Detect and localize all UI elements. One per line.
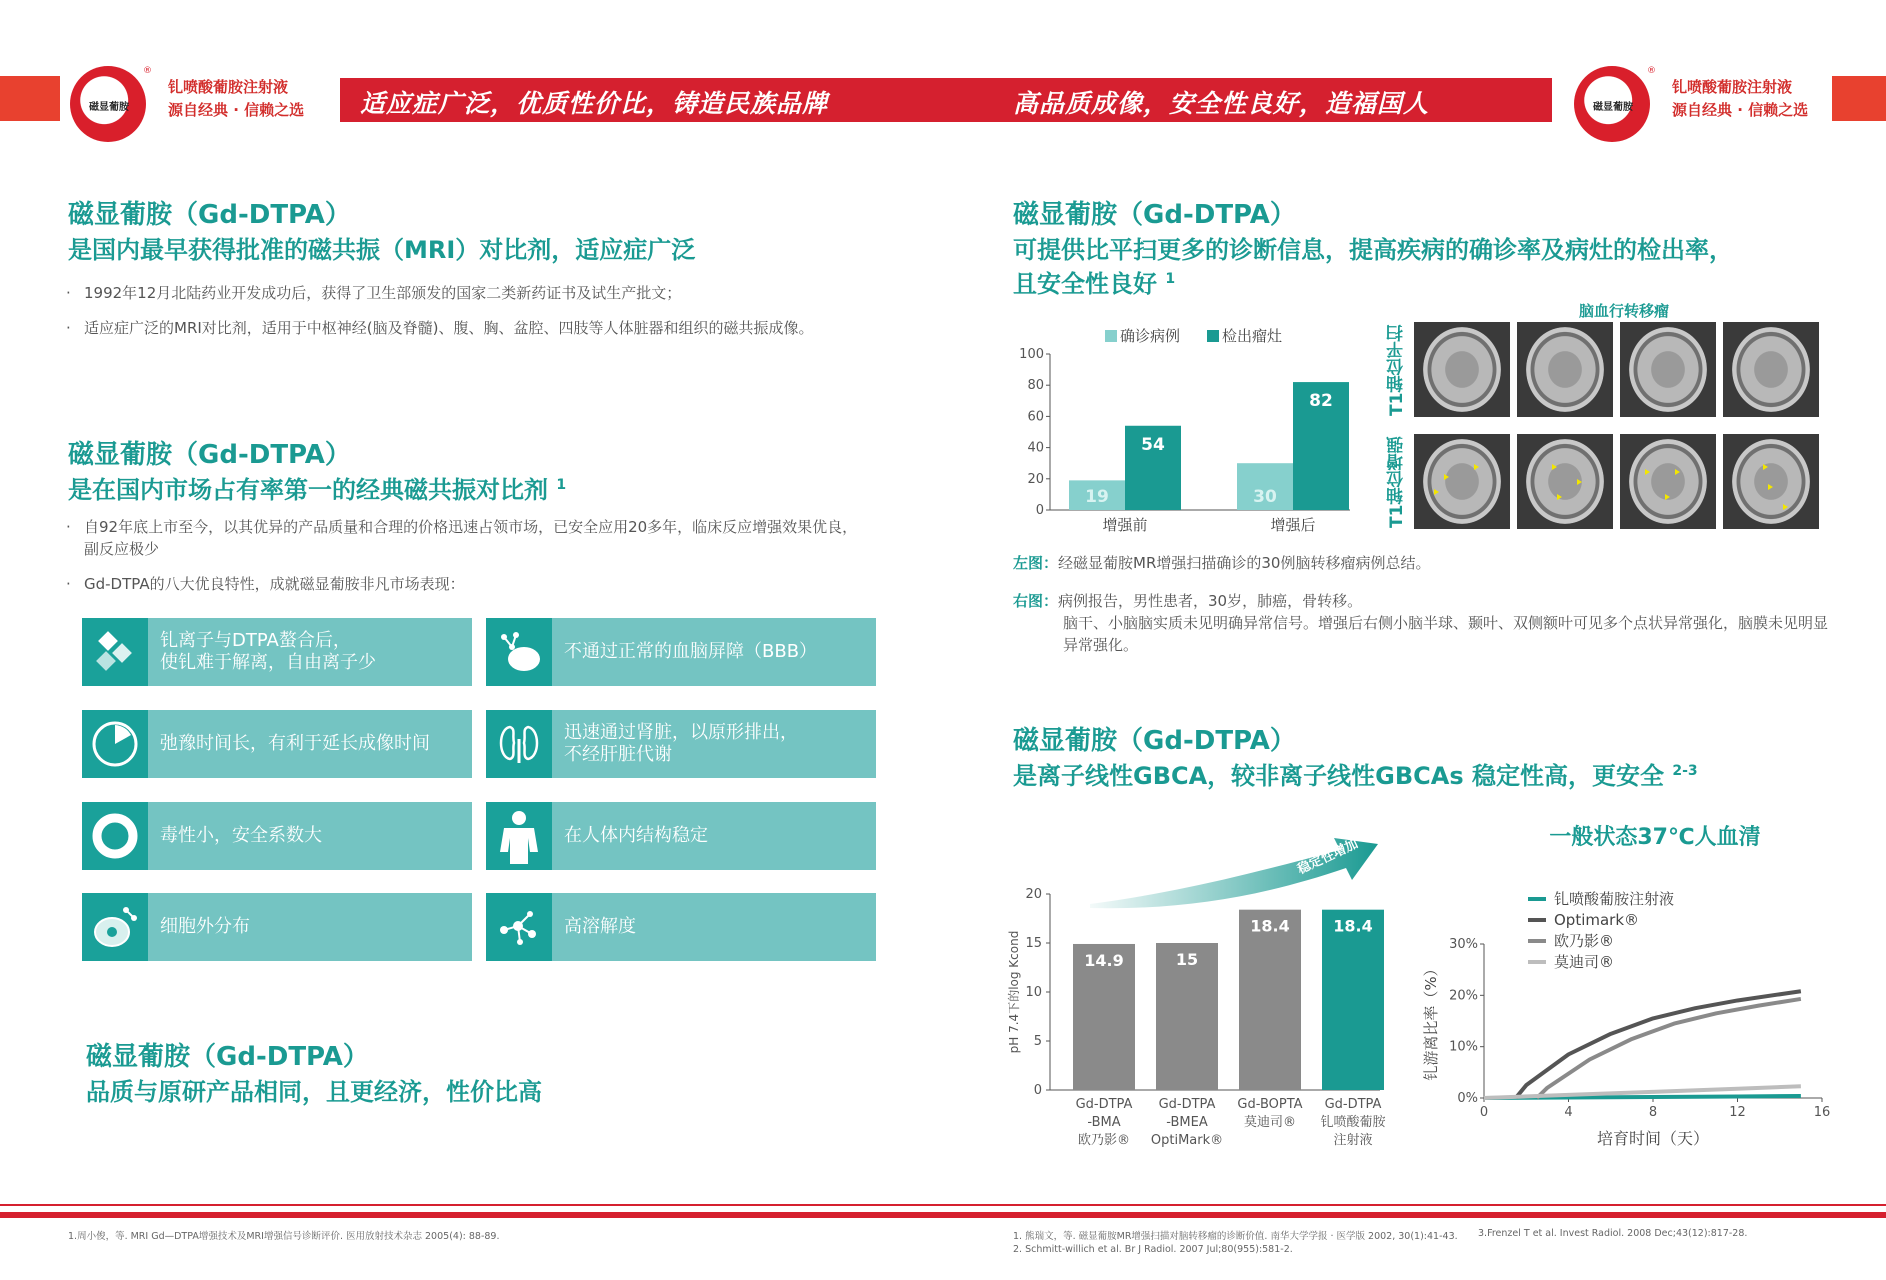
brand-line2: 源自经典 · 信赖之选 <box>1672 101 1809 119</box>
brand-line1: 钆喷酸葡胺注射液 <box>168 78 289 96</box>
legend-swatch <box>1105 330 1117 342</box>
brand-logo-left <box>70 66 152 142</box>
left-s2-title: 磁显葡胺（Gd-DTPA） <box>68 440 351 470</box>
left-s1-subtitle: 是国内最早获得批准的磁共振（MRI）对比剂，适应症广泛 <box>68 236 696 264</box>
bar-value-label: 18.4 <box>1333 916 1373 936</box>
stability-bar-chart <box>1000 812 1400 1157</box>
bar-value-label: 18.4 <box>1250 916 1290 936</box>
caption-label: 左图： <box>1013 554 1059 572</box>
y-tick-label: 100 <box>1019 347 1044 362</box>
diagnosis-bar-chart <box>1000 318 1360 538</box>
x-tick-label: Gd-DTPA <box>1158 1097 1216 1112</box>
cell-icon <box>82 893 148 961</box>
mri-scan-image <box>1414 434 1510 529</box>
mri-scan-image <box>1723 322 1819 417</box>
y-tick-label: 80 <box>1027 378 1044 394</box>
footnote-ref: 1 <box>556 477 567 493</box>
y-tick-label: 20 <box>1027 471 1044 487</box>
human-body-icon <box>486 802 552 870</box>
header-ribbon-right <box>1832 76 1886 121</box>
logo-text: 磁显葡胺 <box>89 102 129 113</box>
chart-title: 一般状态37℃人血清 <box>1549 825 1761 850</box>
safety-ring-icon <box>82 802 148 870</box>
feature-3 <box>82 710 472 778</box>
left-s2-subtitle <box>68 470 566 505</box>
mri-row1-label: T1轴位平扫 <box>1387 324 1407 416</box>
x-tick-label: -BMEA <box>1166 1115 1208 1130</box>
feature-text: 毒性小，安全系数大 <box>160 825 322 846</box>
brain-scan <box>1629 327 1707 412</box>
mri-scan-image <box>1723 434 1819 529</box>
bar-value-label: 82 <box>1309 391 1333 412</box>
right-footnote-3: 3.Frenzel T et al. Invest Radiol. 2008 Dec;43(12):817-28. <box>1478 1228 1748 1239</box>
x-tick-label: 欧乃影® <box>1077 1133 1131 1148</box>
feature-8 <box>486 893 876 961</box>
brain-scan <box>1526 439 1604 524</box>
caption-text: 病例报告，男性患者，30岁，肺癌，骨转移。 <box>1058 592 1363 610</box>
legend-label: 莫迪司® <box>1554 953 1615 971</box>
legend-swatch <box>1207 330 1219 342</box>
mri-scan-image <box>1414 322 1510 417</box>
legend-label: 钆喷酸葡胺注射液 <box>1554 890 1675 908</box>
brain-icon <box>486 618 552 686</box>
y-tick-label: 60 <box>1027 409 1044 425</box>
x-tick-label: 16 <box>1813 1105 1831 1120</box>
bar-value-label: 30 <box>1253 487 1277 507</box>
slogan-left: 适应症广泛，优质性价比，铸造民族品牌 <box>360 89 829 118</box>
lesion-arrow-icon <box>1434 489 1439 495</box>
footer-rule-1 <box>0 1204 1886 1206</box>
y-tick-label: 0 <box>1033 1083 1042 1098</box>
mri-row2-label: T1轴位增强 <box>1387 436 1407 528</box>
mri-scan-image <box>1620 434 1716 529</box>
lesion-arrow-icon <box>1645 469 1650 475</box>
logo-text: 磁显葡胺 <box>1593 102 1633 113</box>
left-s1-title: 磁显葡胺（Gd-DTPA） <box>68 200 351 230</box>
footnote-ref: 1 <box>1165 271 1176 287</box>
x-tick-label: 4 <box>1564 1105 1573 1120</box>
y-tick-label: 20 <box>1025 887 1042 902</box>
lesion-arrow-icon <box>1675 469 1680 475</box>
y-tick-label: 10% <box>1449 1039 1478 1055</box>
right-footnote-1: 1. 熊瑞文，等. 磁显葡胺MR增强扫描对脑转移瘤的诊断价值. 南华大学学报 · 医学版 2002, 30(1):41-43. <box>1013 1231 1458 1242</box>
slogan-right: 高品质成像，安全性良好，造福国人 <box>1013 89 1430 118</box>
x-axis-label: 培育时间（天） <box>1596 1129 1710 1148</box>
feature-text: 细胞外分布 <box>160 916 250 937</box>
brain-scan <box>1423 327 1501 412</box>
y-tick-label: 0% <box>1457 1091 1478 1106</box>
bullet-text: 自92年底上市至今，以其优异的产品质量和合理的价格迅速占领市场，已安全应用20多年，临床反应增强效果优良，副反应极少 <box>84 518 858 558</box>
bar-value-label: 54 <box>1141 434 1165 455</box>
right-s2-title: 磁显葡胺（Gd-DTPA） <box>1013 726 1296 756</box>
x-tick-label: 增强后 <box>1270 516 1316 534</box>
y-tick-label: 0 <box>1035 503 1044 518</box>
x-tick-label: 12 <box>1729 1105 1746 1120</box>
lesion-arrow-icon <box>1444 474 1449 480</box>
caption-label: 右图： <box>1013 592 1059 610</box>
feature-6 <box>486 802 876 870</box>
legend-label: 欧乃影® <box>1554 932 1615 950</box>
footer-rule-2 <box>0 1212 1886 1218</box>
y-tick-label: 5 <box>1033 1034 1042 1049</box>
feature-text: 在人体内结构稳定 <box>564 825 708 846</box>
subtitle-text: 是在国内市场占有率第一的经典磁共振对比剂 <box>68 476 548 504</box>
caption-left <box>1013 552 1843 574</box>
legend-label: 确诊病例 <box>1120 327 1181 345</box>
x-tick-label: 注射液 <box>1333 1133 1373 1148</box>
left-s2-bullet-1: · 自92年底上市至今，以其优异的产品质量和合理的价格迅速占领市场，已安全应用20多年，临床反应增强效果优良，副反应极少 <box>66 518 858 558</box>
bar-value-label: 15 <box>1175 950 1199 969</box>
release-line-chart <box>1400 816 1840 1161</box>
bullet-text: 适应症广泛的MRI对比剂，适用于中枢神经(脑及脊髓)、腹、胸、盆腔、四肢等人体脏器和组织的磁共振成像。 <box>84 319 814 337</box>
feature-text: 钆离子与DTPA螯合后， 使钆难于解离，自由离子少 <box>160 630 376 673</box>
y-axis-label: pH 7.4下的log Kcond <box>1007 930 1021 1054</box>
bar-Gd-DTPA <box>1322 910 1384 1090</box>
y-axis-label: 钆游离比率（%） <box>1422 961 1440 1081</box>
brain-scan <box>1423 439 1501 524</box>
right-s1-subtitle-2 <box>1013 264 1175 299</box>
y-tick-label: 10 <box>1025 985 1042 1000</box>
mri-scan-image <box>1620 322 1716 417</box>
x-tick-label: 8 <box>1648 1105 1658 1120</box>
feature-4 <box>486 710 876 778</box>
subtitle-text: 且安全性良好 <box>1013 270 1157 298</box>
brand-logo-right <box>1574 66 1656 142</box>
molecule-icon <box>486 893 552 961</box>
left-s1-bullet-2: · 适应症广泛的MRI对比剂，适用于中枢神经(脑及脊髓)、腹、胸、盆腔、四肢等人体脏器和组织的磁共振成像。 <box>68 317 858 339</box>
subtitle-text: 是离子线性GBCA，较非离子线性GBCAs 稳定性高，更安全 <box>1013 762 1664 790</box>
lesion-arrow-icon <box>1783 504 1788 510</box>
brand-name-left <box>168 76 304 122</box>
lesion-arrow-icon <box>1474 464 1479 470</box>
x-tick-label: -BMA <box>1087 1115 1121 1130</box>
x-tick-label: OptiMark® <box>1150 1133 1224 1148</box>
bullet-text: 1992年12月北陆药业开发成功后，获得了卫生部颁发的国家二类新药证书及试生产批文； <box>84 284 682 302</box>
stopwatch-icon <box>82 710 148 778</box>
x-tick-label: 钆喷酸葡胺 <box>1320 1115 1386 1130</box>
y-tick-label: 30% <box>1449 937 1478 952</box>
feature-text: 迅速通过肾脏，以原形排出， 不经肝脏代谢 <box>564 722 798 765</box>
feature-text: 高溶解度 <box>564 916 636 937</box>
brand-name-right <box>1672 76 1808 122</box>
caption-right-detail: 脑干、小脑脑实质未见明确异常信号。增强后右侧小脑半球、颞叶、双侧额叶可见多个点状异常强化，脑膜未见明显异常强化。 <box>1063 614 1829 654</box>
x-tick-label: 莫迪司® <box>1243 1115 1297 1130</box>
x-tick-label: 0 <box>1479 1105 1489 1120</box>
feature-text: 不通过正常的血脑屏障（BBB） <box>564 641 818 662</box>
y-tick-label: 15 <box>1025 936 1042 951</box>
right-footnote-2: 2. Schmitt-willich et al. Br J Radiol. 2007 Jul;80(955):581-2. <box>1013 1244 1293 1255</box>
caption-text: 经磁显葡胺MR增强扫描确诊的30例脑转移瘤病例总结。 <box>1058 554 1431 572</box>
molecule-chelation-icon <box>82 618 148 686</box>
brand-line2: 源自经典 · 信赖之选 <box>168 101 305 119</box>
feature-2 <box>486 618 876 686</box>
mri-scan-image <box>1517 434 1613 529</box>
feature-1 <box>82 618 472 686</box>
mri-grid-title: 脑血行转移瘤 <box>1578 302 1669 320</box>
feature-7 <box>82 893 472 961</box>
lesion-arrow-icon <box>1665 494 1670 500</box>
left-s3-title: 磁显葡胺（Gd-DTPA） <box>86 1042 369 1072</box>
brain-scan <box>1526 327 1604 412</box>
brand-line1: 钆喷酸葡胺注射液 <box>1672 78 1793 96</box>
registered-mark: ® <box>143 66 152 76</box>
feature-5 <box>82 802 472 870</box>
x-tick-label: Gd-BOPTA <box>1237 1097 1303 1112</box>
header-ribbon-left <box>0 76 60 121</box>
bar-value-label: 19 <box>1085 487 1109 507</box>
bar-Gd-BOPTA <box>1239 910 1301 1090</box>
left-footnote: 1.周小俊，等. MRI Gd—DTPA增强技术及MRI增强信号诊断评价. 医用放射技术杂志 2005(4): 88-89. <box>68 1231 500 1242</box>
brain-scan <box>1629 439 1707 524</box>
bar-value-label: 14.9 <box>1084 950 1124 970</box>
legend-label: 检出瘤灶 <box>1222 327 1283 345</box>
right-s1-title: 磁显葡胺（Gd-DTPA） <box>1013 200 1296 230</box>
y-tick-label: 20% <box>1449 988 1478 1004</box>
lesion-arrow-icon <box>1577 479 1582 485</box>
stability-arrow-label: 稳定性增加 <box>1295 836 1361 878</box>
footnote-ref: 2-3 <box>1672 763 1698 779</box>
lesion-arrow-icon <box>1763 464 1768 470</box>
left-s3-subtitle: 品质与原研产品相同，且更经济，性价比高 <box>86 1078 542 1106</box>
right-s2-subtitle <box>1013 756 1698 791</box>
left-s2-bullet-2: · Gd-DTPA的八大优良特性，成就磁显葡胺非凡市场表现： <box>68 573 858 595</box>
lesion-arrow-icon <box>1768 484 1773 490</box>
legend-label: Optimark® <box>1554 911 1640 929</box>
registered-mark: ® <box>1647 66 1656 76</box>
y-tick-label: 40 <box>1027 440 1044 456</box>
left-s1-bullet-1: · 1992年12月北陆药业开发成功后，获得了卫生部颁发的国家二类新药证书及试生产批文； <box>68 282 858 304</box>
kidney-icon <box>486 710 552 778</box>
lesion-arrow-icon <box>1552 464 1557 470</box>
brain-scan <box>1732 439 1810 524</box>
lesion-arrow-icon <box>1557 494 1562 500</box>
brain-scan <box>1732 327 1810 412</box>
x-tick-label: 增强前 <box>1102 516 1148 534</box>
bullet-text: Gd-DTPA的八大优良特性，成就磁显葡胺非凡市场表现： <box>84 575 465 593</box>
x-tick-label: Gd-DTPA <box>1324 1097 1382 1112</box>
right-s1-subtitle-1: 可提供比平扫更多的诊断信息，提高疾病的确诊率及病灶的检出率， <box>1013 236 1733 264</box>
caption-right <box>1013 590 1843 612</box>
mri-scan-image <box>1517 322 1613 417</box>
feature-text: 弛豫时间长，有利于延长成像时间 <box>160 733 430 754</box>
x-tick-label: Gd-DTPA <box>1075 1097 1133 1112</box>
